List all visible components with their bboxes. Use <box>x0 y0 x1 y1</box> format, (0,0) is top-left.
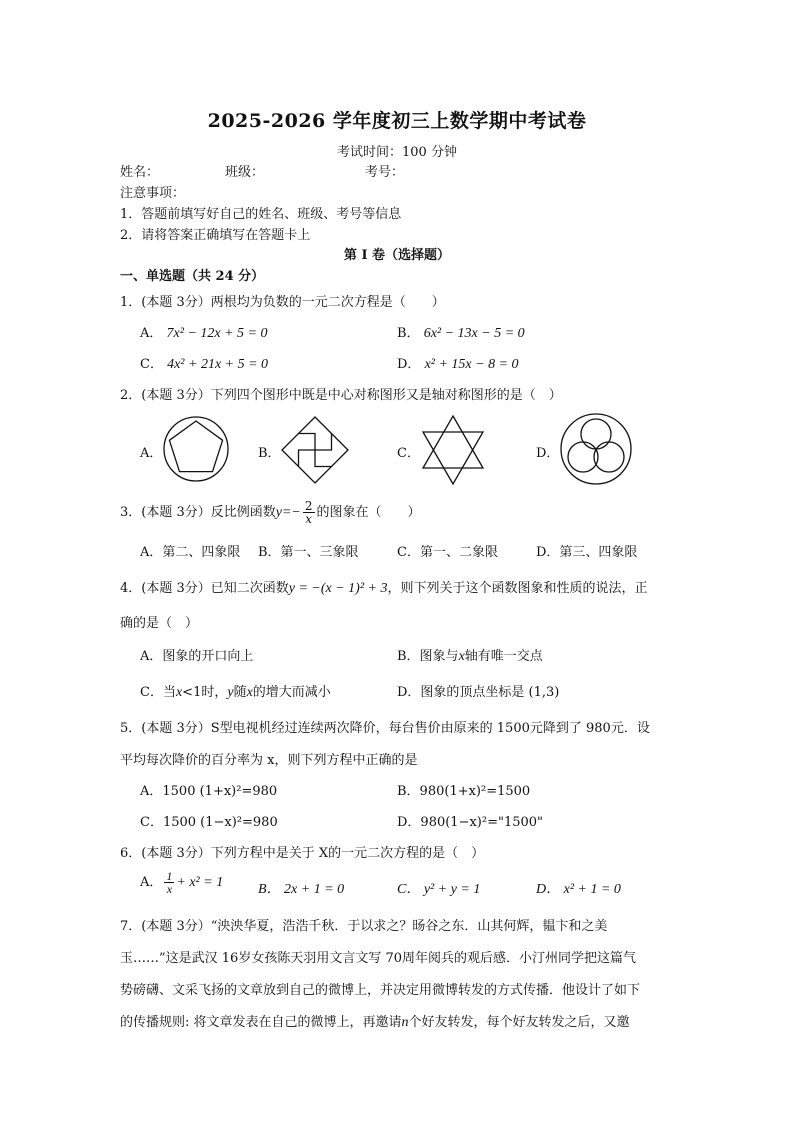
option-label: A． <box>140 326 163 341</box>
q7-line4-var: n <box>401 1015 409 1030</box>
q1-option-b <box>397 322 525 342</box>
q1-option-d-equation: x² + 15x − 8 = 0 <box>424 357 519 372</box>
q1-option-d <box>397 353 519 373</box>
q3-fraction <box>303 500 315 525</box>
q4-function: y = −(x − 1)² + 3 <box>288 581 388 596</box>
q6-option-a <box>140 870 223 895</box>
q6-option-a-fraction <box>164 870 174 895</box>
q6-option-a-rest: + x² = 1 <box>176 875 224 890</box>
q3-option-c: C．第一、二象限 <box>397 545 498 560</box>
q1-option-a <box>140 322 268 342</box>
q3-stem-prefix: 3．(本题 3分）反比例函数 <box>120 505 276 520</box>
q6-fraction-numerator: 1 <box>166 869 173 883</box>
q1-option-c <box>140 353 268 373</box>
q4-option-c-mid2: 随 <box>233 685 247 700</box>
q4-option-b-suffix: 轴有唯一交点 <box>464 649 543 664</box>
q5-option-b: B．980(1+x)²=1500 <box>397 784 531 799</box>
q4-option-c-var1: x <box>175 685 183 700</box>
notice-item-1: 1．答题前填写好自己的姓名、班级、考号等信息 <box>120 207 402 222</box>
q3-fraction-denominator: x <box>305 512 313 526</box>
option-label: C． <box>140 357 163 372</box>
q4-stem-suffix: ，则下列关于这个函数图象和性质的说法，正 <box>387 581 648 596</box>
number-label: 考号： <box>365 165 405 180</box>
q7-line4-suffix: 个好友转发，每个好友转发之后，又邀 <box>408 1015 630 1030</box>
q1-stem: 1．(本题 3分）两根均为负数的一元二次方程是（ ） <box>120 295 445 310</box>
q7-line1: 7．(本题 3分）“泱泱华夏，浩浩千秋．于以求之？旸谷之东．山其何辉，韫卞和之美 <box>120 919 608 934</box>
six-pointed-star-icon <box>418 413 488 487</box>
q3-function-lhs: y=− <box>275 505 301 520</box>
q2-option-d-label: D． <box>536 446 560 461</box>
notice-item-2: 2．请将答案正确填写在答题卡上 <box>120 228 311 243</box>
q3-fraction-numerator: 2 <box>304 499 313 513</box>
q2-option-b-label: B． <box>258 446 281 461</box>
q4-option-c-suffix: 的增大而减小 <box>252 685 331 700</box>
q3-option-a: A．第二、四象限 <box>140 545 241 560</box>
q4-option-c <box>140 681 331 701</box>
q3-stem-suffix: 的图象在（ ） <box>316 505 421 520</box>
part-title: 第 I 卷（选择题） <box>343 248 451 263</box>
q6-option-c: C． y² + y = 1 <box>397 882 481 897</box>
q4-option-c-mid: <1时， <box>182 685 228 700</box>
name-label: 姓名： <box>120 165 160 180</box>
q4-stem-prefix: 4．(本题 3分）已知二次函数 <box>120 581 289 596</box>
three-circles-in-circle-icon <box>558 411 634 487</box>
pentagon-in-circle-icon <box>161 414 231 484</box>
q4-option-b <box>397 645 543 665</box>
q6-option-d: D． x² + 1 = 0 <box>536 882 621 897</box>
q1-option-a-equation: 7x² − 12x + 5 = 0 <box>166 326 268 341</box>
q2-option-c-label: C． <box>397 446 420 461</box>
class-label: 班级： <box>225 165 265 180</box>
notice-title: 注意事项： <box>120 186 186 201</box>
q4-stem-line2: 确的是（ ） <box>120 616 199 631</box>
pinwheel-square-icon <box>279 414 351 486</box>
q4-stem <box>120 577 648 597</box>
q4-option-d: D．图象的顶点坐标是 (1,3) <box>397 685 560 700</box>
q4-option-c-prefix: C．当 <box>140 685 176 700</box>
q5-option-d: D．980(1−x)²="1500" <box>397 815 544 830</box>
q2-option-a-label: A． <box>140 446 163 461</box>
q3-stem <box>120 500 421 525</box>
q7-line3: 势磅礴、文采飞扬的文章放到自己的微博上，并决定用微博转发的方式传播．他设计了如下 <box>120 983 641 998</box>
q4-option-c-var2: y <box>227 685 234 700</box>
option-label: A． <box>140 875 163 890</box>
q1-option-c-equation: 4x² + 21x + 5 = 0 <box>167 357 269 372</box>
q3-option-d: D．第三、四象限 <box>536 545 638 560</box>
q4-option-b-var: x <box>458 649 465 664</box>
section-title: 一、单选题（共 24 分） <box>120 269 265 284</box>
exam-title: 2025-2026 学年度初三上数学期中考试卷 <box>207 110 587 132</box>
q1-option-b-equation: 6x² − 13x − 5 = 0 <box>423 326 525 341</box>
q7-line4 <box>120 1011 630 1031</box>
q2-stem: 2．(本题 3分）下列四个图形中既是中心对称图形又是轴对称图形的是（ ） <box>120 388 562 403</box>
option-label: D． <box>397 357 421 372</box>
exam-time: 考试时间：100 分钟 <box>337 145 457 160</box>
q7-line2: 玉……”这是武汉 16岁女孩陈天羽用文言文写 70周年阅兵的观后感．小汀州同学把这篇气 <box>120 951 636 966</box>
q5-stem-line1: 5．(本题 3分）S型电视机经过连续两次降价，每台售价由原来的 1500元降到了 980元．设 <box>120 721 650 736</box>
q5-option-a: A．1500 (1+x)²=980 <box>140 784 278 799</box>
q4-option-c-var3: x <box>246 685 253 700</box>
q3-option-b: B．第一、三象限 <box>258 545 359 560</box>
q4-option-b-prefix: B．图象与 <box>397 649 459 664</box>
q4-option-a: A．图象的开口向上 <box>140 649 254 664</box>
q6-fraction-denominator: x <box>166 882 173 896</box>
q6-stem: 6．(本题 3分）下列方程中是关于 X的一元二次方程的是（ ） <box>120 846 485 861</box>
q5-stem-line2: 平均每次降价的百分率为 x，则下列方程中正确的是 <box>120 753 418 768</box>
q5-option-c: C．1500 (1−x)²=980 <box>140 815 278 830</box>
q7-line4-prefix: 的传播规则: 将文章发表在自己的微博上，再邀请 <box>120 1015 402 1030</box>
q6-option-b: B． 2x + 1 = 0 <box>258 882 345 897</box>
option-label: B． <box>397 326 420 341</box>
